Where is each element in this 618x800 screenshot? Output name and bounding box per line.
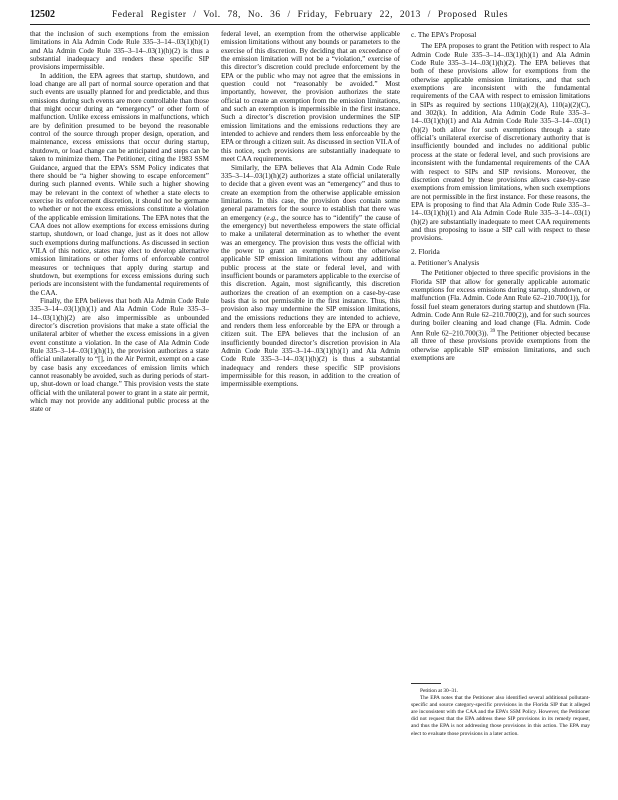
footnote-text: Petition at 30–31. — [420, 688, 459, 694]
paragraph: Finally, the EPA believes that both Ala Admin Code Rule 335–3–14–.03(1)(h)(1) and Ala Admin Code Rule 335–3–14–.03(1)(h)(2) are also impermissible as unbounded director’s discretion provisions that make a state official the unilateral arbiter of whether the excess emissions in a given event constitute a violation. In the case of Ala Admin Code Rule 335–3–14–.03(1)(h)(1), the provision authorizes a state official unilaterally to “[], in the Air Permit, exempt on a case by case basis any exceedances of emission limits which cannot reasonably be avoided, such as during periods of start-up, shut-down or load change.” This provision vests the state official with the unilateral power to grant in a state air permit, which may not provide any additional public process at the state or — [30, 297, 209, 414]
page-number: 12502 — [30, 9, 55, 20]
paragraph-text: Similarly, the EPA believes that Ala Admin Code Rule 335–3–14–.03(1)(h)(2) authorizes a state official unilaterally to decide that a given event was an “emergency” and thus to create an exemption from the otherwise applicable emission limitations. In this case, the provision does contain some general parameters for the source to establish that there was an emergency ( — [221, 163, 400, 222]
text-column-3 — [411, 30, 590, 785]
paragraph — [411, 269, 590, 362]
italic-abbrev: e.g., — [266, 213, 279, 222]
section-heading: 2. Florida — [411, 246, 440, 256]
running-head: Federal Register / Vol. 78, No. 36 / Friday, February 22, 2013 / Proposed Rules — [112, 10, 509, 20]
section-heading: a. Petitioner’s Analysis — [411, 257, 480, 267]
paragraph-text: the source has to “identify” the cause of the emergency) but nevertheless empowers the state official to make a unilateral determination as to whether the event was an emergency. The provision thus vests the official with the power to grant an exemption from the otherwise applicable SIP emission limitations without any additional public process at the state or federal level, and with insufficient bounds or parameters applicable to the exercise of this discretion. Again, most significantly, this discretion authorizes the creation of an exemption on a case-by-case basis that is not permissible in the first instance. Thus, this provision also may undermine the SIP emission limitations, and the emissions reductions they are intended to achieve, and renders them less enforceable by the EPA or through a citizen suit. The EPA believes that the inclusion of an insufficiently bounded director’s discretion provision in Ala Admin Code Rule 335–3–14–.03(1)(h)(1) and Ala Admin Code Rule 335–3–14–.03(1)(h)(2) is thus a substantial inadequacy and renders these specific SIP provisions impermissible for this reason, in addition to the creation of impermissible exemptions. — [221, 213, 400, 389]
paragraph: federal level, an exemption from the otherwise applicable emission limitations without any bounds or parameters to the exercise of this discretion. By deciding that an exceedance of the emission limitation will not be a “violation,” exercise of this director’s discretion could preclude enforcement by the EPA or the public who may not agree that the emissions in question could not “reasonably be avoided.” Most importantly, however, the provision authorizes the state official to create an exemption from the emission limitations, and such an exemption is impermissible in the first instance. Such a director’s discretion provision undermines the SIP emission limitations and the emissions reductions they are intended to achieve and renders them less enforceable by the EPA or through a citizen suit. As discussed in section VII.A of this notice, such provisions are substantially inadequate to meet CAA requirements. — [221, 30, 400, 164]
header-rule — [30, 24, 590, 25]
paragraph: In addition, the EPA agrees that startup, shutdown, and load change are all part of normal source operation and that such events are usually planned for and predictable, and thus emissions during such events are more controllable than those that might occur during an “emergency” or other form of malfunction. Unlike excess emissions in malfunctions, which are by definition presumed to be beyond the reasonable control of the source through proper design, operation, and maintenance, excess emissions that occur during startup, shutdown, or load change can be anticipated and steps can be taken to minimize them. The Petitioner, citing the 1983 SSM Guidance, argued that the EPA’s SSM Policy indicates that there should be “a higher showing to escape enforcement” during such planned events. While such a higher showing may be relevant in the context of whether a state elects to exercise its enforcement discretion, it should not be germane to whether or not the excess emissions constitute a violation of the applicable emission limitations. The EPA notes that the CAA does not allow exemptions for excess emissions during startup, shutdown, or load change, just as it does not allow such exemptions during malfunctions. As discussed in section VII.A of this notice, states may elect to develop alternative emission limitations or other forms of enforceable control measures or techniques that apply during startup and shutdown, but exemptions for excess emissions during such periods are inconsistent with the fundamental requirements of the CAA. — [30, 71, 209, 297]
paragraph-text: The Petitioner objected to three specific provisions in the Florida SIP that allow for generally applicable automatic exemptions for excess emissions during startup, shutdown, or malfunction (Fla. Admin. Code Ann Rule 62–210.700(1)), for fossil fuel steam generators during startup and shutdown (Fla. Admin. Code Ann Rule 62–210.700(2)), and for such sources during boiler cleaning and load change (Fla. Admin. Code Ann Rule 62–210.700(3)). — [411, 269, 590, 338]
paragraph — [221, 164, 400, 389]
footnote-text: The EPA notes that the Petitioner also identified several additional pollutant-specific and source category-specific provisions in the Florida SIP that it alleged are inconsistent with the CAA and the EPA’s SSM Policy. However, the Petitioner did not request that the EPA address these SIP provisions in its remedy request, and thus the EPA is not addressing those provisions in this action. The EPA may elect to evaluate those provisions in a later action. — [411, 695, 590, 737]
section-heading: c. The EPA’s Proposal — [411, 30, 477, 39]
paragraph: The EPA proposes to grant the Petition with respect to Ala Admin Code Rule 335–3–14–.03(1)(h)(1) and Ala Admin Code Rule 335–3–14–.03(1)(h)(2). The EPA believes that both of these provisions allow for exemptions from the otherwise applicable emission limitations, and that such exemptions are inconsistent with the fundamental requirements of the CAA with respect to emission limitations in SIPs as required by sections 110(a)(2)(A), 110(a)(2)(C), and 302(k). In addition, Ala Admin Code Rule 335–3–14–.03(1)(h)(1) and Ala Admin Code Rule 335–3–14–.03(1)(h)(2) both allow for such exemptions through a state official’s unilateral exercise of discretionary authority that is insufficiently bounded and includes no additional public process at the state or federal level, and such provisions are inconsistent with the fundamental requirements of the CAA with respect to SIPs and SIP revisions. Moreover, the discretion created by these provisions allows case-by-case exemptions from emission limitations, when such exemptions are not permissible in the first instance. For these reasons, the EPA is proposing to find that Ala Admin Code Rule 335–3–14–.03(1)(h)(1) and Ala Admin Code Rule 335–3–14–.03(1)(h)(2) are substantially inadequate to meet CAA requirements and thus proposing to issue a SIP call with respect to these provisions. — [411, 42, 590, 243]
text-column-1 — [30, 30, 209, 785]
page-header — [30, 8, 590, 22]
footnote-ref: 39 — [488, 328, 497, 334]
text-column-2 — [221, 30, 400, 785]
paragraph: that the inclusion of such exemptions from the emission limitations in Ala Admin Code Rule 335–3–14–.03(1)(h)(1) and Ala Admin Code Rule 335–3–14–.03(1)(h)(2) is thus a substantial inadequacy and renders these specific SIP provisions impermissible. — [30, 30, 209, 72]
footnote-rule — [411, 683, 441, 684]
paragraph-text: The Petitioner objected because all three of these provisions provide exemptions from the otherwise applicable SIP emission limitations, and such exemptions are — [411, 329, 590, 363]
footnote — [411, 695, 590, 738]
footnotes — [411, 688, 590, 738]
